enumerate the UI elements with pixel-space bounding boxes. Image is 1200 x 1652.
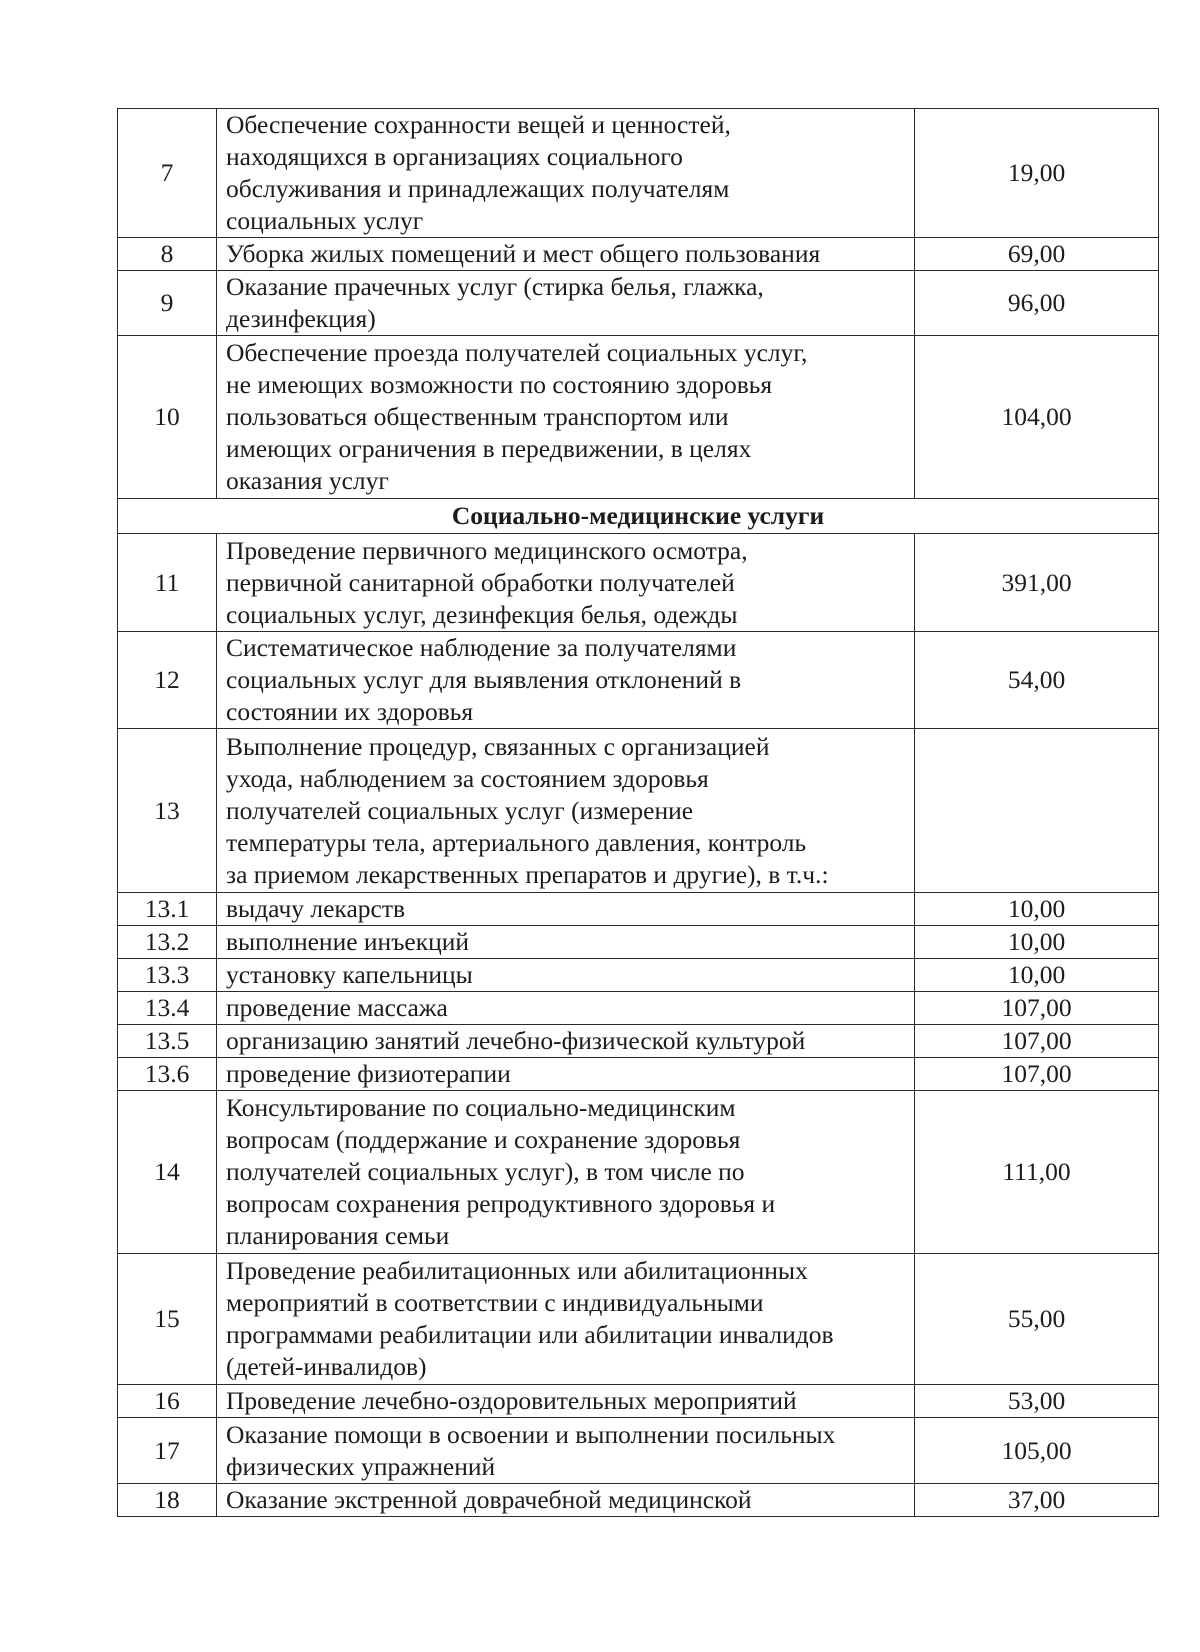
service-description: Проведение первичного медицинского осмотра, первичной санитарной обработки получателей социальных услуг, дезинфекция белья, одежды bbox=[217, 534, 915, 632]
service-description: Обеспечение проезда получателей социальных услуг, не имеющих возможности по состоянию здоровья пользоваться общественным транспортом или имеющих ограничения в передвижении, в целях оказания услуг bbox=[217, 336, 915, 499]
service-description: Выполнение процедур, связанных с организацией ухода, наблюдением за состоянием здоровья получателей социальных услуг (измерение температуры тела, артериального давления, контроль за приемом лекарственных препаратов и другие), в т.ч.: bbox=[217, 729, 915, 893]
service-description: проведение массажа bbox=[217, 992, 915, 1025]
row-number: 13.4 bbox=[118, 992, 217, 1025]
service-description: Проведение реабилитационных или абилитационных мероприятий в соответствии с индивидуальными программами реабилитации или абилитации инвалидов (детей-инвалидов) bbox=[217, 1254, 915, 1385]
service-description: выполнение инъекций bbox=[217, 926, 915, 959]
table-row bbox=[118, 1254, 1159, 1385]
section-heading-row bbox=[118, 499, 1159, 534]
row-number: 17 bbox=[118, 1418, 217, 1484]
table-row bbox=[118, 959, 1159, 992]
table-row bbox=[118, 238, 1159, 271]
service-price: 107,00 bbox=[915, 1025, 1159, 1058]
row-number: 8 bbox=[118, 238, 217, 271]
table-row bbox=[118, 1484, 1159, 1517]
service-description: Оказание экстренной доврачебной медицинской bbox=[217, 1484, 915, 1517]
service-description: организацию занятий лечебно-физической культурой bbox=[217, 1025, 915, 1058]
table-row bbox=[118, 992, 1159, 1025]
service-price: 37,00 bbox=[915, 1484, 1159, 1517]
service-description: Уборка жилых помещений и мест общего пользования bbox=[217, 238, 915, 271]
section-heading: Социально-медицинские услуги bbox=[118, 499, 1159, 534]
service-price: 105,00 bbox=[915, 1418, 1159, 1484]
row-number: 13.3 bbox=[118, 959, 217, 992]
table-row bbox=[118, 632, 1159, 729]
tariff-table bbox=[117, 108, 1159, 1517]
row-number: 11 bbox=[118, 534, 217, 632]
row-number: 15 bbox=[118, 1254, 217, 1385]
row-number: 13 bbox=[118, 729, 217, 893]
service-price: 69,00 bbox=[915, 238, 1159, 271]
service-price: 107,00 bbox=[915, 1058, 1159, 1091]
service-description: проведение физиотерапии bbox=[217, 1058, 915, 1091]
row-number: 7 bbox=[118, 109, 217, 238]
table-row bbox=[118, 271, 1159, 336]
service-description: Проведение лечебно-оздоровительных мероприятий bbox=[217, 1385, 915, 1418]
table-row bbox=[118, 926, 1159, 959]
table-row bbox=[118, 729, 1159, 893]
service-description: Оказание прачечных услуг (стирка белья, глажка, дезинфекция) bbox=[217, 271, 915, 336]
row-number: 16 bbox=[118, 1385, 217, 1418]
service-price: 104,00 bbox=[915, 336, 1159, 499]
table-row bbox=[118, 336, 1159, 499]
service-description: Консультирование по социально-медицинским вопросам (поддержание и сохранение здоровья получателей социальных услуг), в том числе по вопросам сохранения репродуктивного здоровья и планирования семьи bbox=[217, 1091, 915, 1254]
table-row bbox=[118, 109, 1159, 238]
service-price: 107,00 bbox=[915, 992, 1159, 1025]
table-row bbox=[118, 1385, 1159, 1418]
row-number: 18 bbox=[118, 1484, 217, 1517]
row-number: 13.2 bbox=[118, 926, 217, 959]
service-description: Обеспечение сохранности вещей и ценностей, находящихся в организациях социального обслуживания и принадлежащих получателям социальных услуг bbox=[217, 109, 915, 238]
service-price: 53,00 bbox=[915, 1385, 1159, 1418]
service-price: 111,00 bbox=[915, 1091, 1159, 1254]
service-price: 54,00 bbox=[915, 632, 1159, 729]
table-row bbox=[118, 534, 1159, 632]
row-number: 13.6 bbox=[118, 1058, 217, 1091]
row-number: 14 bbox=[118, 1091, 217, 1254]
service-description: Оказание помощи в освоении и выполнении посильных физических упражнений bbox=[217, 1418, 915, 1484]
service-price: 10,00 bbox=[915, 926, 1159, 959]
table-row bbox=[118, 1058, 1159, 1091]
service-price: 391,00 bbox=[915, 534, 1159, 632]
service-price: 19,00 bbox=[915, 109, 1159, 238]
service-price: 10,00 bbox=[915, 893, 1159, 926]
service-description: установку капельницы bbox=[217, 959, 915, 992]
row-number: 13.1 bbox=[118, 893, 217, 926]
service-price: 55,00 bbox=[915, 1254, 1159, 1385]
service-description: Систематическое наблюдение за получателями социальных услуг для выявления отклонений в состоянии их здоровья bbox=[217, 632, 915, 729]
table-row bbox=[118, 893, 1159, 926]
service-description: выдачу лекарств bbox=[217, 893, 915, 926]
row-number: 12 bbox=[118, 632, 217, 729]
table-row bbox=[118, 1025, 1159, 1058]
row-number: 13.5 bbox=[118, 1025, 217, 1058]
service-price: 10,00 bbox=[915, 959, 1159, 992]
table-row bbox=[118, 1091, 1159, 1254]
row-number: 10 bbox=[118, 336, 217, 499]
service-price bbox=[915, 729, 1159, 893]
row-number: 9 bbox=[118, 271, 217, 336]
table-row bbox=[118, 1418, 1159, 1484]
service-price: 96,00 bbox=[915, 271, 1159, 336]
